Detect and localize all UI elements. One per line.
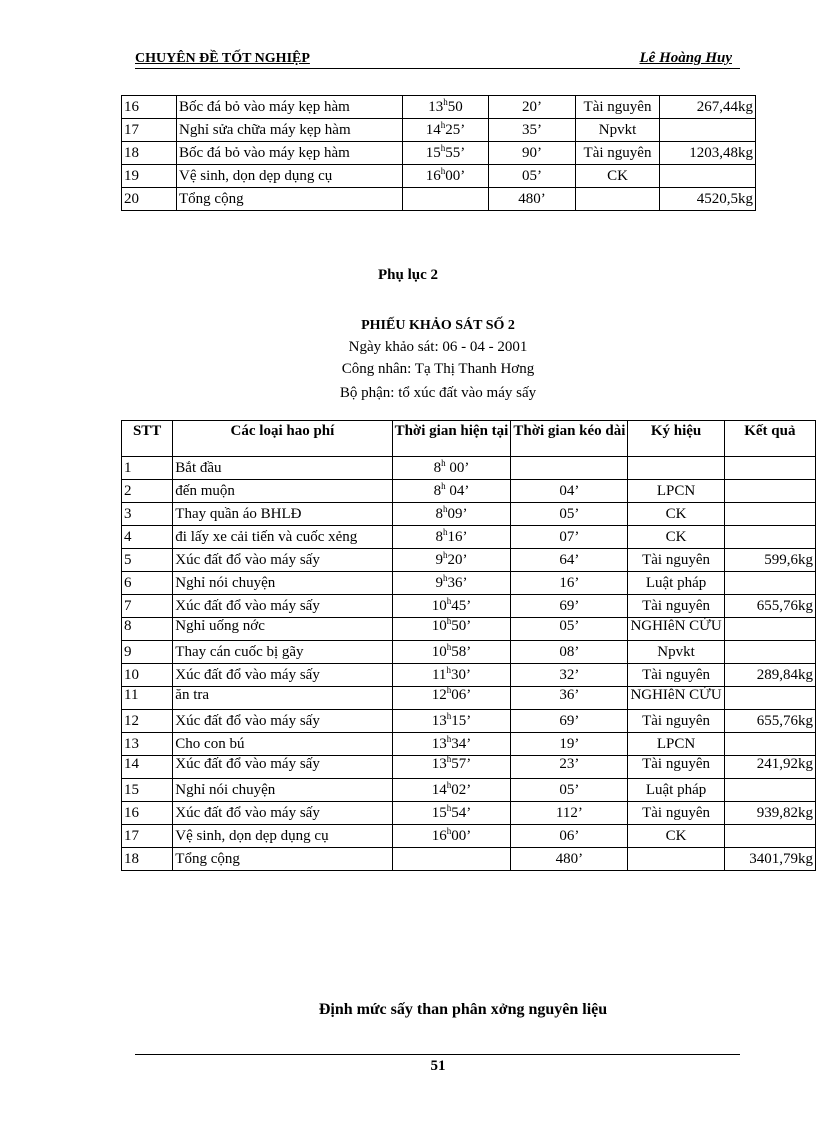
hour-mark: h: [446, 803, 452, 813]
row-stt: 16: [122, 96, 177, 119]
row-symbol: Tài nguyên: [628, 595, 724, 618]
row-cost-type: Tổng cộng: [173, 848, 392, 871]
row-stt: 11: [122, 687, 173, 710]
time-hour: 8: [433, 483, 442, 499]
row-result: [724, 733, 815, 756]
hour-mark: h: [446, 665, 451, 675]
survey-worker: Công nhân: Tạ Thị Thanh Hơng: [341, 361, 535, 377]
table-row: [122, 480, 816, 503]
row-duration: 07’: [511, 526, 628, 549]
row-duration: 480’: [511, 848, 628, 871]
hour-mark: h: [446, 780, 452, 790]
row-cost-type: Xúc đất đổ vào máy sấy: [173, 549, 392, 572]
time-minute: 06’: [451, 687, 472, 703]
time-hour: 16: [431, 828, 447, 844]
row-cost-type: Thay cán cuốc bị gãy: [173, 641, 392, 664]
table-row: [122, 710, 816, 733]
row-cost-type: Tổng cộng: [177, 188, 403, 211]
row-result: [724, 457, 815, 480]
row-result: [660, 165, 756, 188]
time-minute: 15’: [451, 713, 472, 729]
time-minute: 00’: [451, 828, 472, 844]
row-duration: [511, 457, 628, 480]
row-duration: 480’: [489, 188, 576, 211]
table-row: [122, 825, 816, 848]
row-current-time: [392, 825, 511, 848]
row-duration: 69’: [511, 595, 628, 618]
row-stt: 1: [122, 457, 173, 480]
row-symbol: NGHIêN CỨU: [628, 687, 724, 710]
table-row: [122, 756, 816, 779]
row-current-time: [392, 756, 511, 779]
hour-mark: h: [443, 97, 448, 107]
time-hour: 8: [435, 529, 443, 545]
row-symbol: NGHIêN CỨU: [628, 618, 724, 641]
row-cost-type: Xúc đất đổ vào máy sấy: [173, 595, 392, 618]
row-result: [724, 618, 815, 641]
row-duration: 05’: [489, 165, 576, 188]
hour-mark: h: [446, 642, 452, 652]
hour-mark: h: [446, 711, 452, 721]
table-row: [122, 503, 816, 526]
hour-mark: h: [440, 120, 446, 130]
time-hour: 13: [431, 713, 447, 729]
time-hour: 14: [431, 782, 447, 798]
row-symbol: [628, 457, 724, 480]
header-symbol: Ký hiệu: [628, 421, 724, 457]
row-symbol: Npvkt: [576, 119, 660, 142]
row-symbol: Tài nguyên: [628, 710, 724, 733]
survey-title: PHIẾU KHẢO SÁT SỐ 2: [361, 318, 515, 333]
row-stt: 17: [122, 119, 177, 142]
time-minute: 16’: [447, 529, 468, 545]
table-row: [122, 526, 816, 549]
table-row: [122, 618, 816, 641]
row-result: 939,82kg: [724, 802, 815, 825]
row-current-time: [392, 710, 511, 733]
hour-mark: h: [441, 458, 446, 468]
row-symbol: CK: [576, 165, 660, 188]
row-cost-type: Vệ sinh, dọn dẹp dụng cụ: [173, 825, 392, 848]
row-stt: 2: [122, 480, 173, 503]
hour-mark: h: [442, 550, 448, 560]
hour-mark: h: [441, 481, 446, 491]
header-current-time: Thời gian hiện tại: [392, 421, 511, 457]
header-duration: Thời gian kéo dài: [511, 421, 628, 457]
row-stt: 18: [122, 142, 177, 165]
table-row: [122, 572, 816, 595]
row-symbol: Luật pháp: [628, 779, 724, 802]
row-symbol: LPCN: [628, 480, 724, 503]
row-stt: 8: [122, 618, 173, 641]
row-result: 3401,79kg: [724, 848, 815, 871]
row-cost-type: Vệ sinh, dọn dẹp dụng cụ: [177, 165, 403, 188]
time-minute: 25’: [445, 122, 466, 138]
closing-heading: Định mức sấy than phân xởng nguyên liệu: [318, 1001, 608, 1018]
header-stt: STT: [122, 421, 173, 457]
hour-mark: h: [442, 527, 448, 537]
header-result: Kết quả: [724, 421, 815, 457]
hour-mark: h: [446, 686, 452, 695]
row-result: 4520,5kg: [660, 188, 756, 211]
time-hour: 9: [435, 552, 443, 568]
table-row: [122, 119, 756, 142]
row-duration: 112’: [511, 802, 628, 825]
row-current-time: [403, 96, 489, 119]
time-hour: 14: [425, 122, 441, 138]
row-cost-type: Xúc đất đổ vào máy sấy: [173, 802, 392, 825]
table-row: [122, 779, 816, 802]
hour-mark: h: [442, 573, 448, 583]
time-minute: 34’: [451, 736, 472, 752]
header-thesis-title: CHUYÊN ĐỀ TỐT NGHIỆP: [135, 51, 310, 66]
row-current-time: [392, 733, 511, 756]
time-hour: 15: [425, 145, 441, 161]
row-cost-type: Nghỉ nói chuyện: [173, 779, 392, 802]
time-minute: 57’: [451, 756, 472, 772]
time-minute: 50: [447, 99, 463, 115]
time-hour: 11: [431, 667, 447, 683]
hour-mark: h: [440, 143, 446, 153]
time-hour: 13: [428, 99, 444, 115]
row-duration: 06’: [511, 825, 628, 848]
table-row: [122, 96, 756, 119]
hour-mark: h: [440, 166, 446, 176]
row-duration: 35’: [489, 119, 576, 142]
row-cost-type: Bắt đầu: [173, 457, 392, 480]
row-stt: 12: [122, 710, 173, 733]
row-result: [724, 641, 815, 664]
time-minute: 55’: [445, 145, 466, 161]
row-cost-type: đi lấy xe cải tiến và cuốc xẻng: [173, 526, 392, 549]
row-stt: 6: [122, 572, 173, 595]
row-duration: 32’: [511, 664, 628, 687]
row-current-time: [403, 188, 489, 211]
time-hour: 15: [431, 805, 447, 821]
survey-department: Bộ phận: tổ xúc đất vào máy sấy: [339, 385, 537, 401]
row-current-time: [392, 779, 511, 802]
hour-mark: h: [446, 755, 452, 764]
time-minute: 30’: [450, 667, 471, 683]
row-current-time: [403, 119, 489, 142]
row-stt: 10: [122, 664, 173, 687]
table-row: [122, 687, 816, 710]
row-result: 655,76kg: [724, 710, 815, 733]
row-result: [724, 503, 815, 526]
row-cost-type: Bốc đá bỏ vào máy kẹp hàm: [177, 96, 403, 119]
time-minute: 09’: [447, 506, 468, 522]
row-current-time: [403, 142, 489, 165]
row-result: [660, 119, 756, 142]
hour-mark: h: [446, 617, 452, 626]
time-minute: 58’: [451, 644, 472, 660]
header-cost-type: Các loại hao phí: [173, 421, 392, 457]
row-stt: 7: [122, 595, 173, 618]
time-minute: 02’: [451, 782, 472, 798]
table-row: [122, 142, 756, 165]
row-result: [724, 480, 815, 503]
row-current-time: [392, 848, 511, 871]
row-result: 289,84kg: [724, 664, 815, 687]
row-current-time: [392, 595, 511, 618]
hour-mark: h: [446, 596, 452, 606]
row-cost-type: Nghỉ sửa chữa máy kẹp hàm: [177, 119, 403, 142]
row-stt: 18: [122, 848, 173, 871]
row-symbol: CK: [628, 503, 724, 526]
header-author-name: Lê Hoàng Huy: [639, 50, 732, 66]
page-header: [135, 50, 740, 69]
row-duration: 64’: [511, 549, 628, 572]
row-current-time: [392, 802, 511, 825]
row-result: [724, 779, 815, 802]
row-current-time: [392, 457, 511, 480]
table-row: [122, 848, 816, 871]
row-duration: 16’: [511, 572, 628, 595]
row-result: 599,6kg: [724, 549, 815, 572]
row-symbol: Tài nguyên: [576, 96, 660, 119]
table-row: [122, 664, 816, 687]
row-symbol: Tài nguyên: [576, 142, 660, 165]
table-row: [122, 165, 756, 188]
time-hour: 13: [431, 736, 447, 752]
time-hour: 10: [431, 598, 447, 614]
row-result: [724, 687, 815, 710]
row-symbol: Npvkt: [628, 641, 724, 664]
row-cost-type: đến muộn: [173, 480, 392, 503]
row-stt: 13: [122, 733, 173, 756]
row-result: 1203,48kg: [660, 142, 756, 165]
row-cost-type: Thay quần áo BHLĐ: [173, 503, 392, 526]
table-row: [122, 733, 816, 756]
row-duration: 19’: [511, 733, 628, 756]
row-stt: 16: [122, 802, 173, 825]
table-row: [122, 457, 816, 480]
row-result: [724, 526, 815, 549]
row-current-time: [392, 664, 511, 687]
time-minute: 50’: [451, 618, 472, 634]
row-stt: 4: [122, 526, 173, 549]
time-hour: 12: [431, 687, 447, 703]
row-symbol: LPCN: [628, 733, 724, 756]
row-current-time: [392, 572, 511, 595]
row-cost-type: Xúc đất đổ vào máy sấy: [173, 710, 392, 733]
row-stt: 9: [122, 641, 173, 664]
table-row: [122, 802, 816, 825]
time-hour: 8: [435, 506, 443, 522]
row-current-time: [392, 480, 511, 503]
row-current-time: [392, 526, 511, 549]
page-number: 51: [430, 1058, 446, 1074]
time-minute: 36’: [447, 575, 468, 591]
appendix-title: Phụ lục 2: [377, 267, 438, 283]
row-current-time: [392, 641, 511, 664]
row-symbol: Tài nguyên: [628, 664, 724, 687]
survey-date: Ngày khảo sát: 06 - 04 - 2001: [348, 339, 528, 355]
survey-table-1-continued: [121, 95, 756, 211]
time-hour: 9: [435, 575, 443, 591]
time-hour: 13: [431, 756, 447, 772]
time-hour: 10: [431, 644, 447, 660]
row-duration: 69’: [511, 710, 628, 733]
row-cost-type: Nghỉ nói chuyện: [173, 572, 392, 595]
time-minute: 45’: [451, 598, 472, 614]
row-duration: 05’: [511, 779, 628, 802]
row-cost-type: Nghỉ uống nớc: [173, 618, 392, 641]
row-stt: 17: [122, 825, 173, 848]
row-result: [724, 825, 815, 848]
survey-table-2: [121, 420, 816, 871]
row-result: 267,44kg: [660, 96, 756, 119]
time-minute: 20’: [447, 552, 468, 568]
table-row: [122, 595, 816, 618]
row-symbol: CK: [628, 825, 724, 848]
row-stt: 3: [122, 503, 173, 526]
footer-divider: [135, 1054, 740, 1055]
row-cost-type: Xúc đất đổ vào máy sấy: [173, 756, 392, 779]
time-hour: 16: [425, 168, 441, 184]
time-hour: 8: [433, 460, 442, 476]
row-symbol: Tài nguyên: [628, 756, 724, 779]
row-current-time: [392, 549, 511, 572]
row-duration: 90’: [489, 142, 576, 165]
time-minute: 00’: [445, 168, 466, 184]
row-duration: 23’: [511, 756, 628, 779]
table-row: [122, 188, 756, 211]
row-symbol: Tài nguyên: [628, 549, 724, 572]
table-header-row: [122, 421, 816, 457]
row-stt: 15: [122, 779, 173, 802]
row-current-time: [392, 618, 511, 641]
time-minute: 04’: [445, 483, 470, 499]
row-symbol: Luật pháp: [628, 572, 724, 595]
hour-mark: h: [446, 734, 452, 744]
row-cost-type: Bốc đá bỏ vào máy kẹp hàm: [177, 142, 403, 165]
time-hour: 10: [431, 618, 447, 634]
row-stt: 19: [122, 165, 177, 188]
row-current-time: [392, 687, 511, 710]
row-duration: 05’: [511, 503, 628, 526]
row-stt: 20: [122, 188, 177, 211]
row-duration: 36’: [511, 687, 628, 710]
row-symbol: CK: [628, 526, 724, 549]
row-result: [724, 572, 815, 595]
row-duration: 04’: [511, 480, 628, 503]
row-symbol: [576, 188, 660, 211]
row-stt: 5: [122, 549, 173, 572]
row-cost-type: ăn tra: [173, 687, 392, 710]
row-duration: 20’: [489, 96, 576, 119]
hour-mark: h: [442, 504, 448, 514]
time-minute: 00’: [445, 460, 470, 476]
row-cost-type: Cho con bú: [173, 733, 392, 756]
row-cost-type: Xúc đất đổ vào máy sấy: [173, 664, 392, 687]
row-current-time: [403, 165, 489, 188]
row-result: 241,92kg: [724, 756, 815, 779]
row-stt: 14: [122, 756, 173, 779]
time-minute: 54’: [451, 805, 472, 821]
table-row: [122, 641, 816, 664]
row-symbol: [628, 848, 724, 871]
row-result: 655,76kg: [724, 595, 815, 618]
row-symbol: Tài nguyên: [628, 802, 724, 825]
row-duration: 08’: [511, 641, 628, 664]
row-duration: 05’: [511, 618, 628, 641]
table-row: [122, 549, 816, 572]
hour-mark: h: [446, 826, 452, 836]
row-current-time: [392, 503, 511, 526]
